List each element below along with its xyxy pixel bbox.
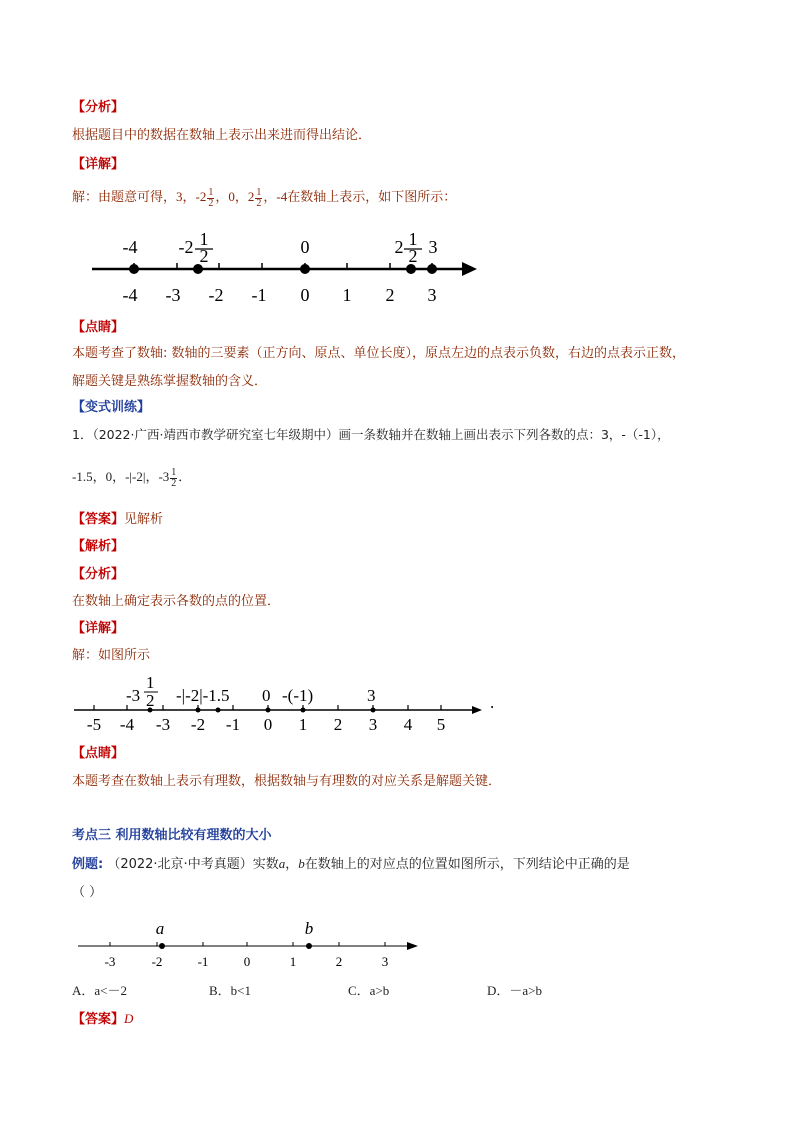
tick-label: -1 [251,285,267,305]
label-b: b [304,919,314,938]
tick-label: 3 [427,285,437,305]
option-d[interactable]: D．－a>b [487,983,542,998]
analysis-text: 根据题目中的数据在数轴上表示出来进而得出结论． [72,128,372,143]
point-neg1-5 [216,708,221,713]
label-a: a [155,919,165,938]
point-b [306,943,312,949]
practice-label: 【变式训练】 [72,400,151,415]
tick-label: 0 [300,285,310,305]
option-a[interactable]: A．a<－2 [72,983,127,998]
answer-line: 【答案】见解析 [72,512,164,527]
top-frac-den-b: 2 [408,246,418,266]
trailing-period: . [490,693,495,712]
comment-line-2: 解题关键是熟练掌握数轴的含义． [72,374,268,389]
detail-label: 【详解】 [72,157,125,172]
example-line: 例题: （2022·北京·中考真题）实数a，b在数轴上的对应点的位置如图所示，下列结论中正确的是 [72,856,630,872]
point-one [301,708,306,713]
top-label-3: 3 [367,686,376,705]
comment-line-1: 本题考查了数轴: 数轴的三要素（正方向、原点、单位长度），原点左边的点表示负数，右边的点表示正数， [72,346,686,361]
top-frac-den: 2 [146,691,155,710]
tick-label: -4 [119,715,135,734]
tick-label: 5 [436,715,446,734]
tick-label: -2 [208,285,224,305]
tick-label: 0 [243,954,251,969]
tick-label: 2 [333,715,343,734]
top-label-neg4: -4 [122,237,138,257]
number-line-1 [80,228,500,308]
tick-label: 2 [335,954,343,969]
tick-label: 0 [263,715,273,734]
analysis-text-2: 在数轴上确定表示各数的点的位置． [72,594,281,609]
top-label-abs: -|-2|-1.5 [176,686,230,705]
tick-label: 2 [385,285,395,305]
number-line-3 [74,912,424,974]
number-line-2 [68,668,508,736]
point-a [159,943,165,949]
option-b[interactable]: B．b<1 [209,983,252,998]
analysis-label-2: 【分析】 [72,567,125,582]
comment-label: 【点睛】 [72,320,125,335]
tick-label: 1 [342,285,352,305]
tick-label: 3 [368,715,378,734]
q1-line-1: 1．（2022·广西·靖西市教学研究室七年级期中）画一条数轴并在数轴上画出表示下列各数的点：3，-（-1）， [72,427,670,442]
answer-line-3: 【答案】D [72,1011,134,1027]
tick-label: -3 [155,715,171,734]
tick-label: -3 [165,285,181,305]
tick-label: -2 [190,715,206,734]
top-label-zero: 0 [300,237,310,257]
tick-label: -1 [197,954,209,969]
top-frac-num: 1 [146,673,155,692]
tick-label: 1 [289,954,297,969]
point-zero [266,708,271,713]
top-frac-num-b: 1 [408,229,418,249]
top-label-neg2: -2 [178,237,194,257]
solution-label: 【解析】 [72,539,125,554]
point-three [371,708,376,713]
comment-label-2: 【点睛】 [72,746,125,761]
tick-label: -2 [151,954,163,969]
point-neg4 [129,264,139,274]
analysis-label: 【分析】 [72,100,125,115]
answer-paren: （ ） [72,885,103,900]
detail-text-2: 解：如图所示 [72,648,151,663]
top-frac-den-a: 2 [199,246,209,266]
tick-label: 4 [403,715,413,734]
tick-label: -5 [86,715,102,734]
tick-label: -3 [104,954,116,969]
point-3 [427,264,437,274]
top-label-3: 3 [428,237,438,257]
top-label-neg3: -3 [126,686,141,705]
tick-label: 1 [298,715,308,734]
point-neg2 [196,708,201,713]
top-label-2: 2 [394,237,404,257]
top-frac-num-a: 1 [199,229,209,249]
tick-label: -4 [122,285,138,305]
point-zero [300,264,310,274]
comment-text-2: 本题考查在数轴上表示有理数，根据数轴与有理数的对应关系是解题关键． [72,774,502,789]
detail-text: 解：由题意可得，3，-2 $\frac{1}{2}$ ，0，2 $\frac{1}{2}$ ，-4在数轴上表示，如下图所示： [72,186,457,209]
tick-label: -1 [225,715,241,734]
section-title: 考点三 利用数轴比较有理数的大小 [72,828,272,843]
tick-label: 3 [381,954,389,969]
top-label-neg-neg1: -(-1) [282,686,314,705]
detail-label-2: 【详解】 [72,621,125,636]
top-label-zero: 0 [262,686,271,705]
q1-line-2: -1.5，0，-|-2|，-3 $\frac{1}{2}$ ． [72,466,192,489]
option-c[interactable]: C．a>b [348,983,390,998]
